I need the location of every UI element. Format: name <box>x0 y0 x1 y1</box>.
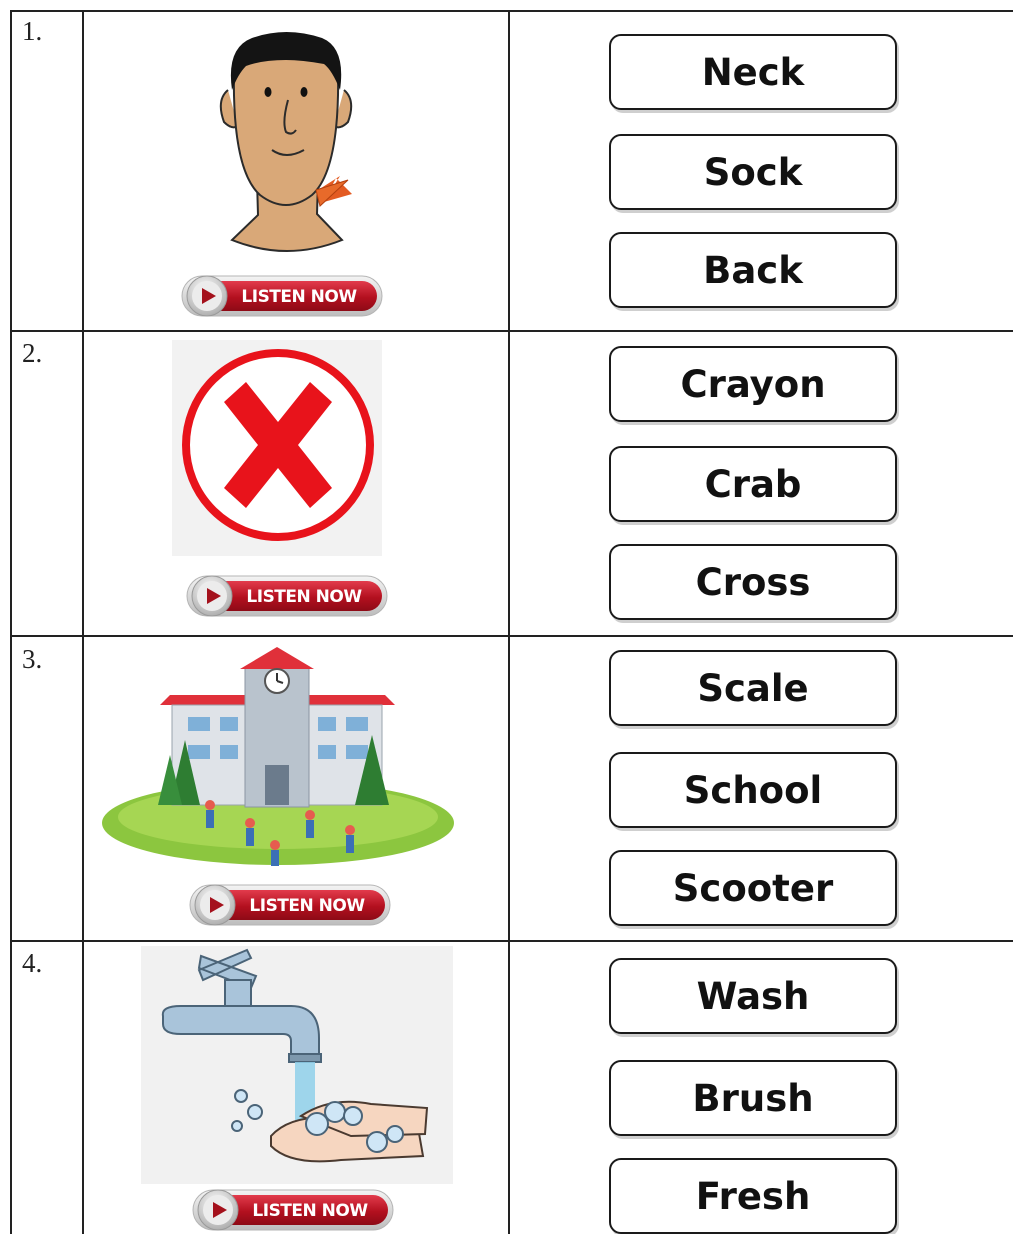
answer-option-crayon[interactable] <box>609 346 897 422</box>
answer-option-label: Scale <box>697 666 809 710</box>
answer-option-label: Back <box>703 248 803 292</box>
answer-option-cross[interactable] <box>609 544 897 620</box>
answer-option-scooter[interactable] <box>609 850 897 926</box>
row-divider-3 <box>10 940 1013 942</box>
neck-illustration <box>212 30 362 260</box>
answer-option-label: School <box>683 768 823 812</box>
answer-option-school[interactable] <box>609 752 897 828</box>
listen-now-label: LISTEN NOW <box>241 287 357 307</box>
item-number: 3. <box>22 644 43 674</box>
answer-option-fresh[interactable] <box>609 1158 897 1234</box>
answer-option-scale[interactable] <box>609 650 897 726</box>
answer-option-label: Fresh <box>695 1174 811 1218</box>
table-divider-options <box>508 10 510 1234</box>
answer-option-label: Sock <box>703 150 803 194</box>
answer-option-neck[interactable] <box>609 34 897 110</box>
red-cross-illustration <box>172 340 382 556</box>
row-divider-1 <box>10 330 1013 332</box>
row-divider-2 <box>10 635 1013 637</box>
listen-now-label: LISTEN NOW <box>252 1201 368 1221</box>
answer-option-crab[interactable] <box>609 446 897 522</box>
item-number: 2. <box>22 338 43 368</box>
listen-now-button[interactable] <box>189 882 391 928</box>
answer-option-label: Wash <box>696 974 810 1018</box>
table-border-top <box>10 10 1013 12</box>
answer-option-label: Brush <box>692 1076 814 1120</box>
listen-now-label: LISTEN NOW <box>246 587 362 607</box>
listen-now-button[interactable] <box>186 573 388 619</box>
item-number: 1. <box>22 16 43 46</box>
item-number: 4. <box>22 948 43 978</box>
hand-washing-illustration <box>141 946 453 1184</box>
listen-now-button[interactable] <box>192 1187 394 1233</box>
listen-now-label: LISTEN NOW <box>249 896 365 916</box>
answer-option-label: Neck <box>701 50 805 94</box>
answer-option-wash[interactable] <box>609 958 897 1034</box>
answer-option-back[interactable] <box>609 232 897 308</box>
answer-option-label: Cross <box>695 560 811 604</box>
answer-option-sock[interactable] <box>609 134 897 210</box>
school-illustration <box>100 645 455 875</box>
answer-option-label: Crayon <box>680 362 826 406</box>
table-border-left <box>10 10 12 1234</box>
answer-option-label: Scooter <box>672 866 834 910</box>
table-divider-picture <box>82 10 84 1234</box>
listen-now-button[interactable] <box>181 273 383 319</box>
answer-option-label: Crab <box>704 462 802 506</box>
answer-option-brush[interactable] <box>609 1060 897 1136</box>
